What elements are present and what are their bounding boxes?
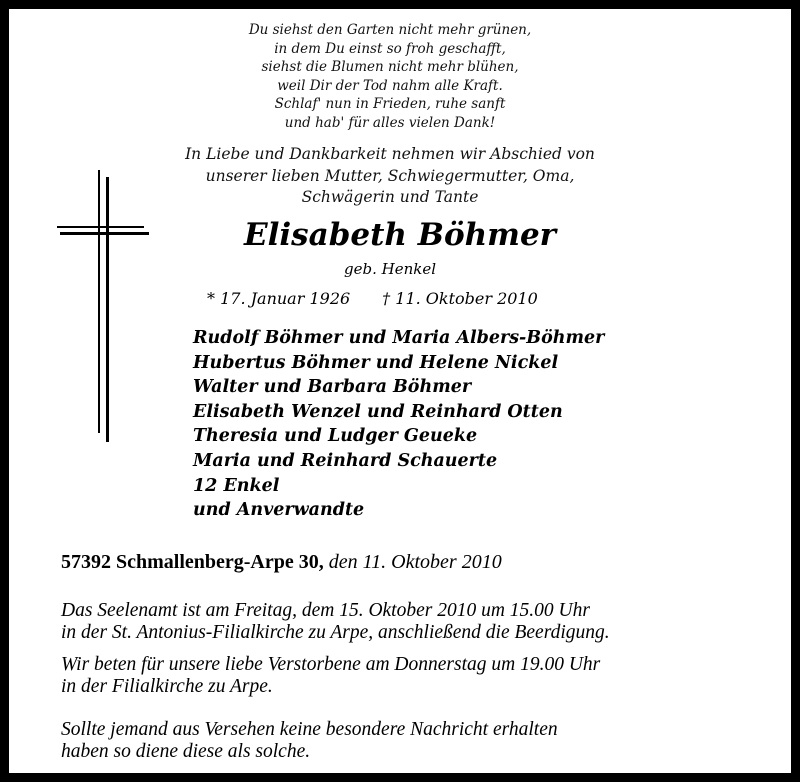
- family-member: 12 Enkel: [193, 475, 280, 496]
- family-member: Elisabeth Wenzel und Reinhard Otten: [193, 401, 563, 422]
- family-member: Walter und Barbara Böhmer: [193, 377, 472, 398]
- poem-line: in dem Du einst so froh geschafft,: [274, 40, 506, 57]
- death-date: † 11. Oktober 2010: [382, 289, 538, 308]
- paragraph-line: in der Filialkirche zu Arpe.: [61, 676, 273, 697]
- poem-line: und hab' für alles vielen Dank!: [284, 114, 496, 131]
- family-member: Maria und Reinhard Schauerte: [193, 450, 498, 471]
- intro-line: unserer lieben Mutter, Schwiegermutter, Oma,: [205, 166, 575, 185]
- family-list: [193, 326, 604, 523]
- family-member: Hubertus Böhmer und Helene Nickel: [193, 352, 559, 373]
- poem-line: weil Dir der Tod nahm alle Kraft.: [277, 77, 503, 94]
- address-place: 57392 Schmallenberg-Arpe 30,: [61, 551, 324, 573]
- address-date: den 11. Oktober 2010: [328, 551, 502, 573]
- notice-info: [61, 719, 558, 763]
- family-member: Rudolf Böhmer und Maria Albers-Böhmer: [193, 328, 605, 348]
- paragraph-line: in der St. Antonius-Filialkirche zu Arpe, anschließend die Beerdigung.: [61, 622, 610, 643]
- paragraph-line: Das Seelenamt ist am Freitag, dem 15. Oktober 2010 um 15.00 Uhr: [61, 600, 590, 621]
- intro-line: In Liebe und Dankbarkeit nehmen wir Abschied von: [185, 145, 595, 163]
- paragraph-line: haben so diene diese als solche.: [61, 741, 311, 762]
- birth-date: * 17. Januar 1926: [207, 289, 351, 308]
- family-member: und Anverwandte: [193, 500, 365, 521]
- prayer-info: [61, 654, 600, 698]
- funeral-info: [61, 600, 610, 644]
- intro-text: [9, 144, 771, 209]
- life-dates: [207, 289, 538, 308]
- poem-line: Schlaf' nun in Frieden, ruhe sanft: [274, 96, 506, 112]
- paragraph-line: Sollte jemand aus Versehen keine besondere Nachricht erhalten: [61, 719, 558, 740]
- intro-line: Schwägerin und Tante: [301, 188, 479, 206]
- family-member: Theresia und Ludger Geueke: [193, 426, 478, 447]
- poem-line: siehst die Blumen nicht mehr blühen,: [261, 59, 519, 75]
- poem: [9, 21, 771, 132]
- paragraph-line: Wir beten für unsere liebe Verstorbene am Donnerstag um 19.00 Uhr: [61, 654, 601, 675]
- deceased-name: Elisabeth Böhmer: [243, 217, 557, 253]
- obituary-notice: [9, 9, 791, 773]
- address-line: [61, 551, 502, 574]
- maiden-name: geb. Henkel: [344, 260, 436, 278]
- poem-line: Du siehst den Garten nicht mehr grünen,: [248, 22, 532, 38]
